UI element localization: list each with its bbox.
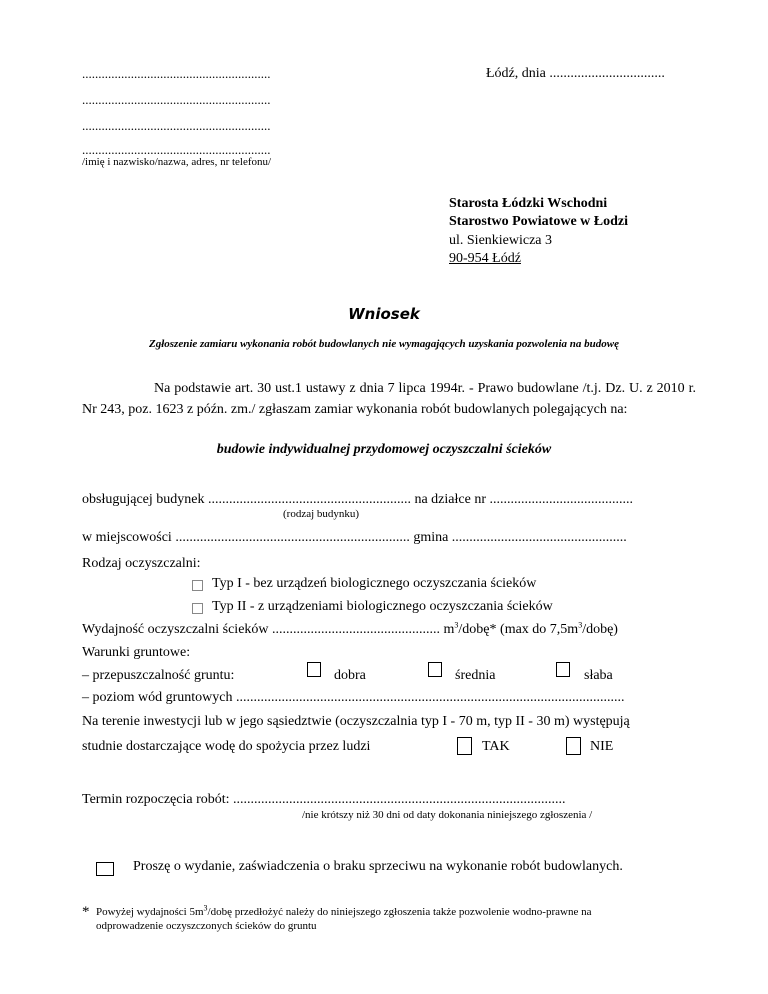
start-date-caption: /nie krótszy niż 30 dni od daty dokonania niniejszego zgłoszenia / (302, 809, 593, 821)
footnote-rest: /dobę przedłożyć należy do niniejszego zgłoszenia także pozwolenie wodno-prawne na (207, 906, 592, 918)
permeability-good-checkbox[interactable] (307, 662, 321, 677)
start-date-field[interactable]: Termin rozpoczęcia robót: ............................................................................................... (82, 792, 566, 807)
wells-no-checkbox[interactable] (566, 737, 581, 755)
wells-no-label: NIE (590, 739, 614, 754)
place-date-field[interactable]: Łódź, dnia ................................. (486, 66, 665, 81)
location-field[interactable]: w miejscowości ................................................................... gmina .................................................. (82, 530, 627, 545)
type-2-label: Typ II - z urządzeniami biologicznego oczyszczania ścieków (212, 599, 553, 614)
type-1-checkbox[interactable] (192, 580, 203, 591)
sender-address-line-2[interactable]: .......................................................... (82, 118, 271, 133)
footnote-sup: 3 (203, 903, 208, 913)
permeability-label: – przepuszczalność gruntu: (82, 668, 235, 683)
wells-yes-label: TAK (482, 739, 510, 754)
sender-name-line[interactable]: .......................................................... (82, 66, 271, 81)
type-label: Rodzaj oczyszczalni: (82, 556, 201, 571)
recipient-city: 90-954 Łódź (449, 251, 521, 266)
capacity-prefix: Wydajność oczyszczalni ścieków ................................................ m (82, 622, 455, 637)
recipient-street: ul. Sienkiewicza 3 (449, 233, 553, 248)
request-checkbox[interactable] (96, 862, 114, 876)
type-1-label: Typ I - bez urządzeń biologicznego oczyszczania ścieków (212, 576, 537, 591)
permeability-medium-checkbox[interactable] (428, 662, 442, 677)
capacity-field[interactable] (82, 622, 618, 638)
wells-question: Na terenie inwestycji lub w jego sąsiedztwie (oczyszczalnia typ I - 70 m, typ II - 30 m) występują (82, 714, 630, 729)
permeability-poor-label: słaba (584, 668, 613, 683)
recipient-office: Starostwo Powiatowe w Łodzi (449, 214, 629, 229)
footnote-prefix: Powyżej wydajności 5m (96, 906, 204, 918)
capacity-suffix: /dobę) (582, 622, 618, 637)
wells-yes-checkbox[interactable] (457, 737, 472, 755)
intro-paragraph: Na podstawie art. 30 ust.1 ustawy z dnia 7 lipca 1994r. - Prawo budowlane /t.j. Dz. U. z 2010 r. Nr 243, poz. 1623 z późn. zm./ zgłaszam zamiar wykonania robót budowlanych polegających na: (82, 381, 696, 417)
groundwater-field[interactable]: – poziom wód gruntowych ............................................................................................................... (82, 690, 625, 705)
building-caption: (rodzaj budynku) (283, 508, 360, 520)
permeability-medium-label: średnia (455, 668, 496, 683)
ground-label: Warunki gruntowe: (82, 645, 191, 660)
wells-question-2: studnie dostarczające wodę do spożycia przez ludzi (82, 739, 371, 754)
request-text: Proszę o wydanie, zaświadczenia o braku sprzeciwu na wykonanie robót budowlanych. (133, 859, 623, 874)
capacity-sup-2: 3 (578, 620, 583, 630)
footnote-star: * (82, 904, 90, 920)
sender-phone-line[interactable]: .......................................................... (82, 142, 271, 157)
capacity-sup-1: 3 (454, 620, 459, 630)
footnote-line-2: odprowadzenie oczyszczonych ścieków do gruntu (96, 920, 317, 932)
permeability-poor-checkbox[interactable] (556, 662, 570, 677)
sender-caption: /imię i nazwisko/nazwa, adres, nr telefonu/ (82, 156, 272, 168)
document-subtitle: Zgłoszenie zamiaru wykonania robót budowlanych nie wymagających uzyskania pozwolenia na budowę (149, 338, 619, 350)
building-field[interactable]: obsługującej budynek .......................................................... na działce nr ......................................... (82, 492, 633, 507)
footnote-text (96, 903, 698, 918)
type-2-checkbox[interactable] (192, 603, 203, 614)
recipient-title: Starosta Łódzki Wschodni (449, 196, 608, 211)
document-title: Wniosek (348, 305, 420, 323)
permeability-good-label: dobra (334, 668, 366, 683)
work-subject: budowie indywidualnej przydomowej oczyszczalni ścieków (216, 442, 552, 457)
capacity-middle: /dobę* (max do 7,5m (458, 622, 579, 637)
sender-address-line[interactable]: .......................................................... (82, 92, 271, 107)
